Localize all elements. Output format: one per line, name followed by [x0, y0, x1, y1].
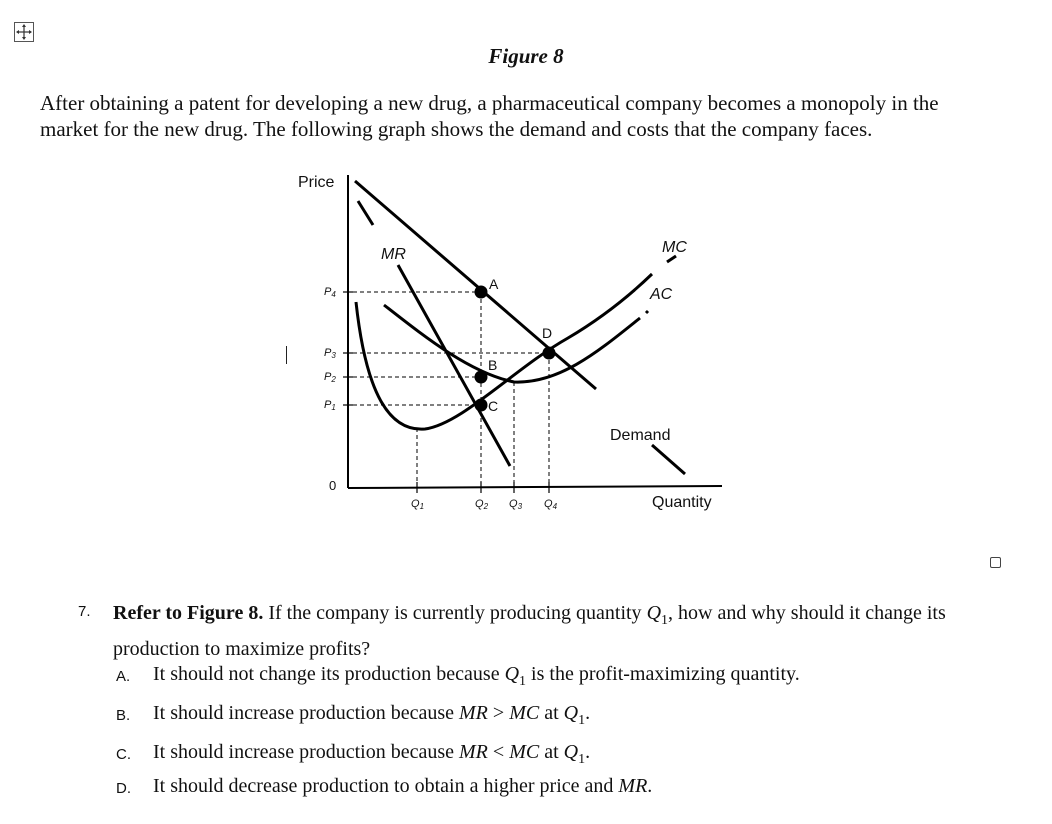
choice-b-op: >: [487, 702, 510, 724]
choice-b-mc: MC: [509, 702, 540, 724]
question-part-1: If the company is currently producing quantity: [263, 602, 647, 624]
choice-c-pre: It should increase production because: [153, 741, 460, 763]
choice-c-mc: MC: [509, 741, 540, 763]
question-var-sub: 1: [661, 613, 669, 628]
point-c-label: C: [488, 398, 499, 414]
choice-a-pre: It should not change its production because: [153, 663, 505, 685]
quantity-label: Quantity: [652, 494, 712, 511]
mc-label: MC: [662, 239, 687, 256]
p1-label: P1: [324, 399, 336, 412]
choice-a-var-sub: 1: [519, 674, 527, 689]
choice-a[interactable]: [153, 663, 800, 690]
q2-label: Q2: [475, 498, 489, 511]
choice-b-letter[interactable]: B.: [116, 707, 131, 724]
choice-a-letter[interactable]: A.: [116, 668, 131, 685]
choice-b-mr: MR: [459, 702, 488, 724]
choice-c-q-sub: 1: [578, 752, 586, 767]
point-b: [475, 371, 488, 384]
p4-label: P4: [324, 286, 336, 299]
question-lead: Refer to Figure 8.: [113, 602, 264, 624]
point-a-label: A: [489, 276, 499, 292]
choice-a-post: is the profit-maximizing quantity.: [526, 663, 800, 685]
question-part-2: , how and why should it change its production to maximize profits?: [113, 602, 946, 660]
question-number: 7.: [78, 603, 91, 620]
q3-label: Q3: [509, 498, 523, 511]
choice-b-q: Q: [563, 702, 579, 724]
choice-d-mr: MR: [618, 775, 648, 797]
choice-c-mr: MR: [459, 741, 488, 763]
point-d-label: D: [542, 325, 553, 341]
point-b-label: B: [488, 357, 498, 373]
figure-title: Figure 8: [488, 44, 564, 68]
choice-b-q-sub: 1: [578, 713, 586, 728]
choice-a-var: Q: [504, 663, 520, 685]
point-c: [475, 399, 488, 412]
p2-label: P2: [324, 371, 336, 384]
price-label: Price: [298, 174, 335, 191]
demand-curve: [355, 181, 596, 389]
choice-b-post: .: [585, 702, 591, 724]
choice-d-pre: It should decrease production to obtain a higher price and: [153, 775, 619, 797]
choice-c[interactable]: [153, 741, 590, 768]
demand-curve-tail: [652, 445, 685, 474]
question-text: [113, 599, 973, 663]
choice-b-pre: It should increase production because: [153, 702, 460, 724]
choice-b[interactable]: [153, 702, 590, 729]
figure-intro: After obtaining a patent for developing a new drug, a pharmaceutical company becomes a monopoly in the market for the new drug. The following graph shows the demand and costs that the company faces.: [40, 91, 939, 141]
choice-c-q: Q: [563, 741, 579, 763]
mc-curve: [356, 274, 652, 429]
question-var: Q: [646, 602, 662, 624]
demand-label: Demand: [610, 427, 671, 444]
q4-label: Q4: [544, 498, 558, 511]
x-axis: [348, 486, 722, 488]
mc-curve-tail: [667, 256, 676, 262]
origin-label: 0: [329, 478, 337, 493]
ac-curve-tail: [646, 311, 648, 313]
choice-d-letter[interactable]: D.: [116, 780, 131, 797]
choice-c-op: <: [487, 741, 510, 763]
choice-c-post: .: [585, 741, 591, 763]
point-d: [543, 347, 556, 360]
q1-label: Q1: [411, 498, 425, 511]
mr-label: MR: [381, 246, 406, 263]
choice-c-mid: at: [539, 741, 564, 763]
choice-d-post: .: [647, 775, 653, 797]
p3-label: P3: [324, 347, 336, 360]
ac-label: AC: [650, 286, 673, 303]
choice-b-mid: at: [539, 702, 564, 724]
choice-d[interactable]: [153, 775, 652, 798]
choice-c-letter[interactable]: C.: [116, 746, 131, 763]
point-a: [475, 286, 488, 299]
resize-handle[interactable]: [990, 557, 1001, 568]
